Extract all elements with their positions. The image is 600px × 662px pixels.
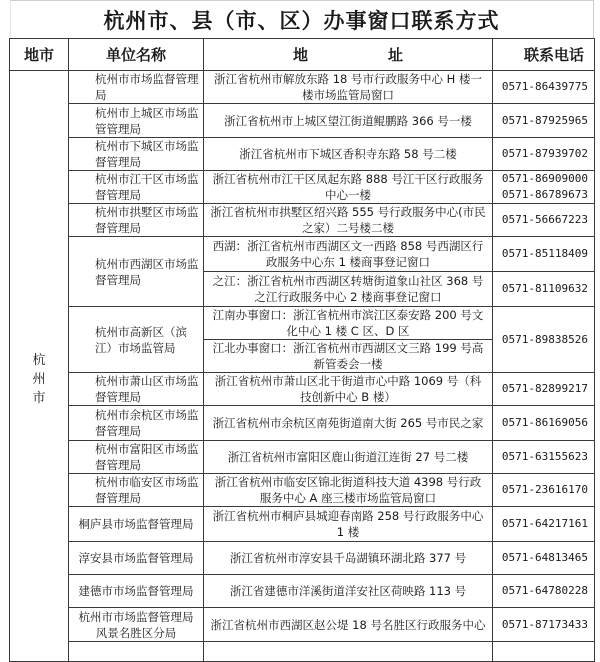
table-row (10, 204, 595, 237)
unit-name: 杭州市市场监督管理局 (69, 71, 204, 104)
header-unit: 单位名称 (69, 39, 204, 71)
address: 浙江省杭州市萧山区北干街道市心中路 1069 号（科技创新中心 B 楼） (204, 373, 493, 406)
table-row (10, 406, 595, 441)
address: 浙江省杭州市江干区凤起东路 888 号江干区行政服务中心一楼 (204, 171, 493, 204)
address: 浙江省杭州市余杭区南苑街道南大街 265 号市民之家 (204, 406, 493, 441)
address: 浙江省杭州市淳安县千岛湖镇环湖北路 377 号 (204, 542, 493, 575)
table-row (10, 608, 595, 642)
address: 浙江省建德市洋溪街道洋安社区荷映路 113 号 (204, 575, 493, 608)
title-border (10, 1, 11, 39)
table-row (10, 171, 595, 204)
phone: 0571-87925965 (493, 104, 595, 138)
phone: 0571-64780228 (493, 575, 595, 608)
unit-name: 淳安县市场监督管理局 (69, 542, 204, 575)
address: 江南办事窗口：浙江省杭州市滨江区泰安路 200 号文化中心 1 楼 C 区、D 区 (204, 307, 493, 340)
table-row (10, 474, 595, 507)
address (204, 642, 493, 662)
address: 西湖：浙江省杭州市西湖区文一西路 858 号西湖区行政服务中心东 1 楼商事登记窗口 (204, 237, 493, 272)
city-cell: 杭州市 (10, 71, 69, 662)
unit-name: 杭州市下城区市场监督管理局 (69, 138, 204, 171)
table-row (10, 441, 595, 474)
phone-primary: 0571-86909000 (501, 172, 588, 185)
phone: 0571-64217161 (493, 507, 595, 542)
unit-name: 杭州市江干区市场监督管理局 (69, 171, 204, 204)
table-row (10, 307, 595, 340)
unit-name: 桐庐县市场监督管理局 (69, 507, 204, 542)
unit-name: 杭州市高新区（滨江）市场监管局 (69, 307, 204, 373)
unit-name: 杭州市西湖区市场监督管理局 (69, 237, 204, 307)
unit-name: 杭州市富阳区市场监督管理局 (69, 441, 204, 474)
table-row (10, 104, 595, 138)
header-city: 地市 (10, 39, 69, 71)
document-title (10, 0, 594, 39)
unit-name: 建德市市场监督管理局 (69, 575, 204, 608)
title-text: 杭州市、县（市、区）办事窗口联系方式 (103, 8, 500, 33)
header-address: 地 址 (204, 39, 493, 71)
phone: 0571-81109632 (493, 272, 595, 307)
contact-table (9, 38, 595, 662)
unit-name: 杭州市余杭区市场监督管理局 (69, 406, 204, 441)
table-row-partial (10, 642, 595, 662)
address: 浙江省杭州市解放东路 18 号市行政服务中心 H 楼一楼市场监管局窗口 (204, 71, 493, 104)
table-row (10, 138, 595, 171)
address: 浙江省杭州市桐庐县城迎春南路 258 号行政服务中心 1 楼 (204, 507, 493, 542)
table-row (10, 71, 595, 104)
address: 浙江省杭州市富阳区鹿山街道江连街 27 号二楼 (204, 441, 493, 474)
address: 浙江省杭州市下城区香积寺东路 58 号二楼 (204, 138, 493, 171)
unit-name: 杭州市上城区市场监管管理局 (69, 104, 204, 138)
phone (493, 642, 595, 662)
table-row (10, 373, 595, 406)
phone: 0571-87173433 (493, 608, 595, 642)
unit-name: 杭州市临安区市场监督管理局 (69, 474, 204, 507)
phone: 0571-86169056 (493, 406, 595, 441)
phone: 0571-23616170 (493, 474, 595, 507)
phone: 0571-63155623 (493, 441, 595, 474)
unit-name: 杭州市市场监督管理局风景名胜区分局 (69, 608, 204, 642)
unit-name (69, 642, 204, 662)
table-row (10, 575, 595, 608)
address: 之江：浙江省杭州市西湖区转塘街道象山社区 368 号之江行政服务中心 2 楼商事登记窗口 (204, 272, 493, 307)
phone: 0571-64813465 (493, 542, 595, 575)
phone: 0571-86439775 (493, 71, 595, 104)
address: 浙江省杭州市西湖区赵公堤 18 号名胜区行政服务中心 (204, 608, 493, 642)
phone: 0571-87939702 (493, 138, 595, 171)
table-row (10, 542, 595, 575)
address: 江北办事窗口：浙江省杭州市西湖区文三路 199 号高新管委会一楼 (204, 340, 493, 373)
phone (493, 171, 595, 204)
address: 浙江省杭州市拱墅区绍兴路 555 号行政服务中心(市民之家）二号楼二楼 (204, 204, 493, 237)
phone: 0571-82899217 (493, 373, 595, 406)
unit-name: 杭州市拱墅区市场监督管理局 (69, 204, 204, 237)
table-row (10, 237, 595, 272)
header-phone: 联系电话 (493, 39, 595, 71)
unit-name: 杭州市萧山区市场监督管理局 (69, 373, 204, 406)
phone: 0571-85118409 (493, 237, 595, 272)
phone: 0571-89838526 (493, 307, 595, 373)
address: 浙江省杭州市上城区望江街道鲲鹏路 366 号一楼 (204, 104, 493, 138)
address: 浙江省杭州市临安区锦北街道科技大道 4398 号行政服务中心 A 座三楼市场监管局窗口 (204, 474, 493, 507)
header-row (10, 39, 595, 71)
phone: 0571-56667223 (493, 204, 595, 237)
table-row (10, 507, 595, 542)
phone-secondary: 0571-86789673 (501, 188, 588, 201)
